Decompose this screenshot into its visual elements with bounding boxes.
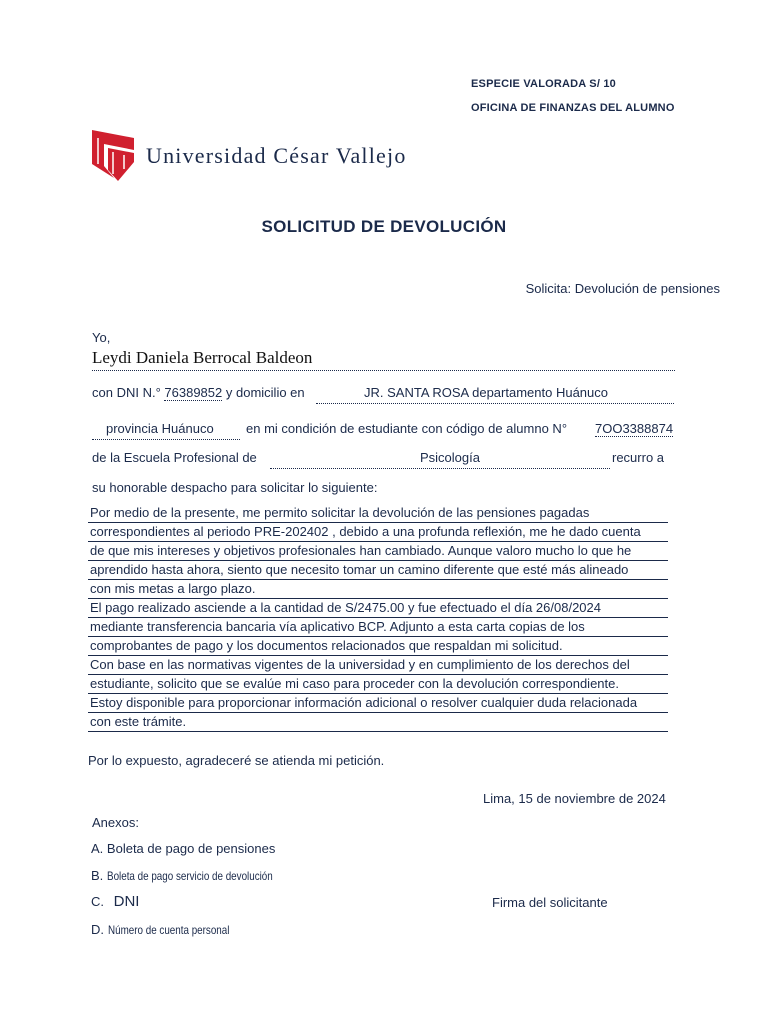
oficina-label: OFICINA DE FINANZAS DEL ALUMNO — [471, 102, 675, 114]
closing-text: Por lo expuesto, agradeceré se atienda mi petición. — [88, 753, 385, 768]
condicion-text: en mi condición de estudiante con código de alumno N° — [246, 421, 568, 436]
annex-letter: B. — [91, 868, 104, 883]
body-line: estudiante, solicito que se evalúe mi caso para proceder con la devolución correspondiente. — [88, 675, 668, 694]
body-line: comprobantes de pago y los documentos relacionados que respaldan mi solicitud. — [88, 637, 668, 656]
dni-label: con DNI N.° — [92, 385, 161, 400]
place-date: Lima, 15 de noviembre de 2024 — [483, 791, 666, 806]
yo-label: Yo, — [92, 330, 111, 345]
domicilio-value: JR. SANTA ROSA departamento Huánuco — [364, 385, 608, 400]
body-line: Por medio de la presente, me permito solicitar la devolución de las pensiones pagadas — [88, 504, 668, 523]
annex-item-b — [91, 868, 309, 883]
domicilio-label: y domicilio en — [225, 385, 305, 400]
annex-item-c — [91, 893, 139, 910]
annex-letter: C. — [91, 894, 104, 909]
body-line: Con base en las normativas vigentes de la universidad y en cumplimiento de los derechos del — [88, 656, 668, 675]
ucv-shield-icon — [90, 128, 140, 184]
body-line: con mis metas a largo plazo. — [88, 580, 668, 599]
anexos-label: Anexos: — [92, 815, 139, 830]
annex-text: DNI — [113, 893, 140, 910]
domicilio-field — [316, 385, 674, 404]
body-line: El pago realizado asciende a la cantidad de S/2475.00 y fue efectuado el día 26/08/2024 — [88, 599, 668, 618]
escuela-field — [270, 450, 610, 469]
dni-value: 76389852 — [164, 385, 223, 400]
despacho-text: su honorable despacho para solicitar lo siguiente: — [92, 480, 378, 495]
provincia-field — [92, 421, 240, 440]
provincia-value: provincia Huánuco — [106, 421, 214, 436]
university-name: Universidad César Vallejo — [146, 143, 407, 168]
request-body — [88, 504, 668, 732]
firma-label: Firma del solicitante — [492, 895, 608, 910]
recurro-text: recurro a — [612, 450, 665, 465]
body-line: aprendido hasta ahora, siento que necesito tomar un camino diferente que esté más alineado — [88, 561, 668, 580]
body-line: mediante transferencia bancaria vía aplicativo BCP. Adjunto a esta carta copias de los — [88, 618, 668, 637]
annex-letter: D. — [91, 922, 104, 937]
body-line: Estoy disponible para proporcionar información adicional o resolver cualquier duda relacionada — [88, 694, 668, 713]
especie-valorada-label: ESPECIE VALORADA S/ 10 — [471, 78, 616, 90]
body-line: de que mis intereses y objetivos profesionales han cambiado. Aunque valoro mucho lo que he — [88, 542, 668, 561]
annex-text: Boleta de pago servicio de devolución — [106, 869, 273, 883]
annex-text: Boleta de pago de pensiones — [106, 841, 276, 856]
body-line: con este trámite. — [88, 713, 668, 732]
escuela-label: de la Escuela Profesional de — [92, 450, 257, 465]
escuela-value: Psicología — [420, 450, 480, 465]
annex-text: Número de cuenta personal — [107, 923, 230, 937]
dni-line — [92, 385, 305, 400]
annex-letter: A. — [91, 841, 104, 856]
annex-item-a — [91, 841, 275, 856]
solicita-subject: Solicita: Devolución de pensiones — [525, 281, 720, 296]
document-title: SOLICITUD DE DEVOLUCIÓN — [261, 217, 507, 236]
codigo-alumno-value: 7OO3388874 — [595, 421, 674, 436]
body-line: correspondientes al periodo PRE-202402 , debido a una profunda reflexión, me he dado cuenta — [88, 523, 668, 542]
applicant-name-field: Leydi Daniela Berrocal Baldeon — [92, 348, 675, 371]
annex-item-d — [91, 922, 256, 937]
